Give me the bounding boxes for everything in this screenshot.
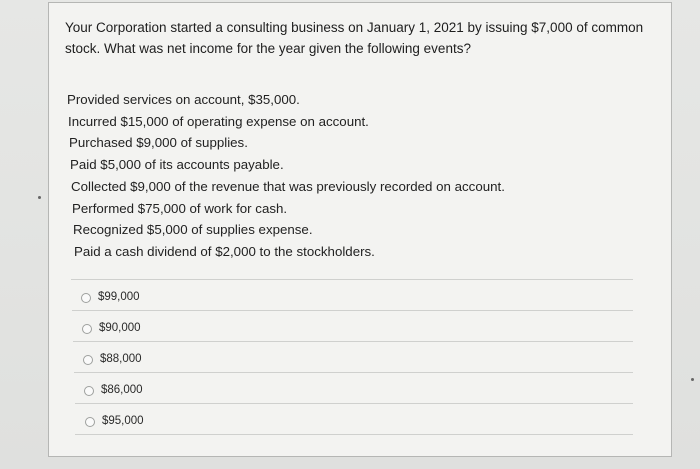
answer-option-label[interactable]: $99,000 [98, 291, 140, 303]
answer-option-2[interactable] [72, 310, 633, 341]
events-list [67, 89, 505, 263]
event-item: Collected $9,000 of the revenue that was previously recorded on account. [71, 178, 505, 194]
answer-option-1[interactable] [71, 279, 633, 310]
radio-button-icon[interactable] [85, 417, 95, 427]
event-item: Performed $75,000 of work for cash. [72, 200, 288, 216]
answer-option-label[interactable]: $86,000 [101, 384, 143, 396]
radio-button-icon[interactable] [84, 386, 94, 396]
event-item: Recognized $5,000 of supplies expense. [73, 222, 313, 238]
screen-speck [691, 378, 694, 381]
answer-options [71, 279, 633, 435]
screen-speck [38, 196, 41, 199]
radio-button-icon[interactable] [83, 355, 93, 365]
options-divider [75, 434, 633, 435]
event-item: Purchased $9,000 of supplies. [69, 135, 248, 151]
answer-option-label[interactable]: $90,000 [99, 322, 141, 334]
event-item: Paid $5,000 of its accounts payable. [70, 157, 284, 173]
question-stem: Your Corporation started a consulting business on January 1, 2021 by issuing $7,000 of common stock. What was net income for the year given the following events? [65, 20, 644, 56]
answer-option-4[interactable] [74, 372, 633, 403]
answer-option-5[interactable] [75, 403, 633, 434]
answer-option-label[interactable]: $88,000 [100, 353, 142, 365]
answer-option-3[interactable] [73, 341, 633, 372]
answer-option-label[interactable]: $95,000 [102, 415, 144, 427]
event-item: Paid a cash dividend of $2,000 to the stockholders. [74, 243, 375, 259]
radio-button-icon[interactable] [81, 293, 91, 303]
event-item: Provided services on account, $35,000. [67, 92, 300, 107]
event-item: Incurred $15,000 of operating expense on account. [68, 113, 369, 129]
question-card [48, 2, 672, 457]
radio-button-icon[interactable] [82, 324, 92, 334]
